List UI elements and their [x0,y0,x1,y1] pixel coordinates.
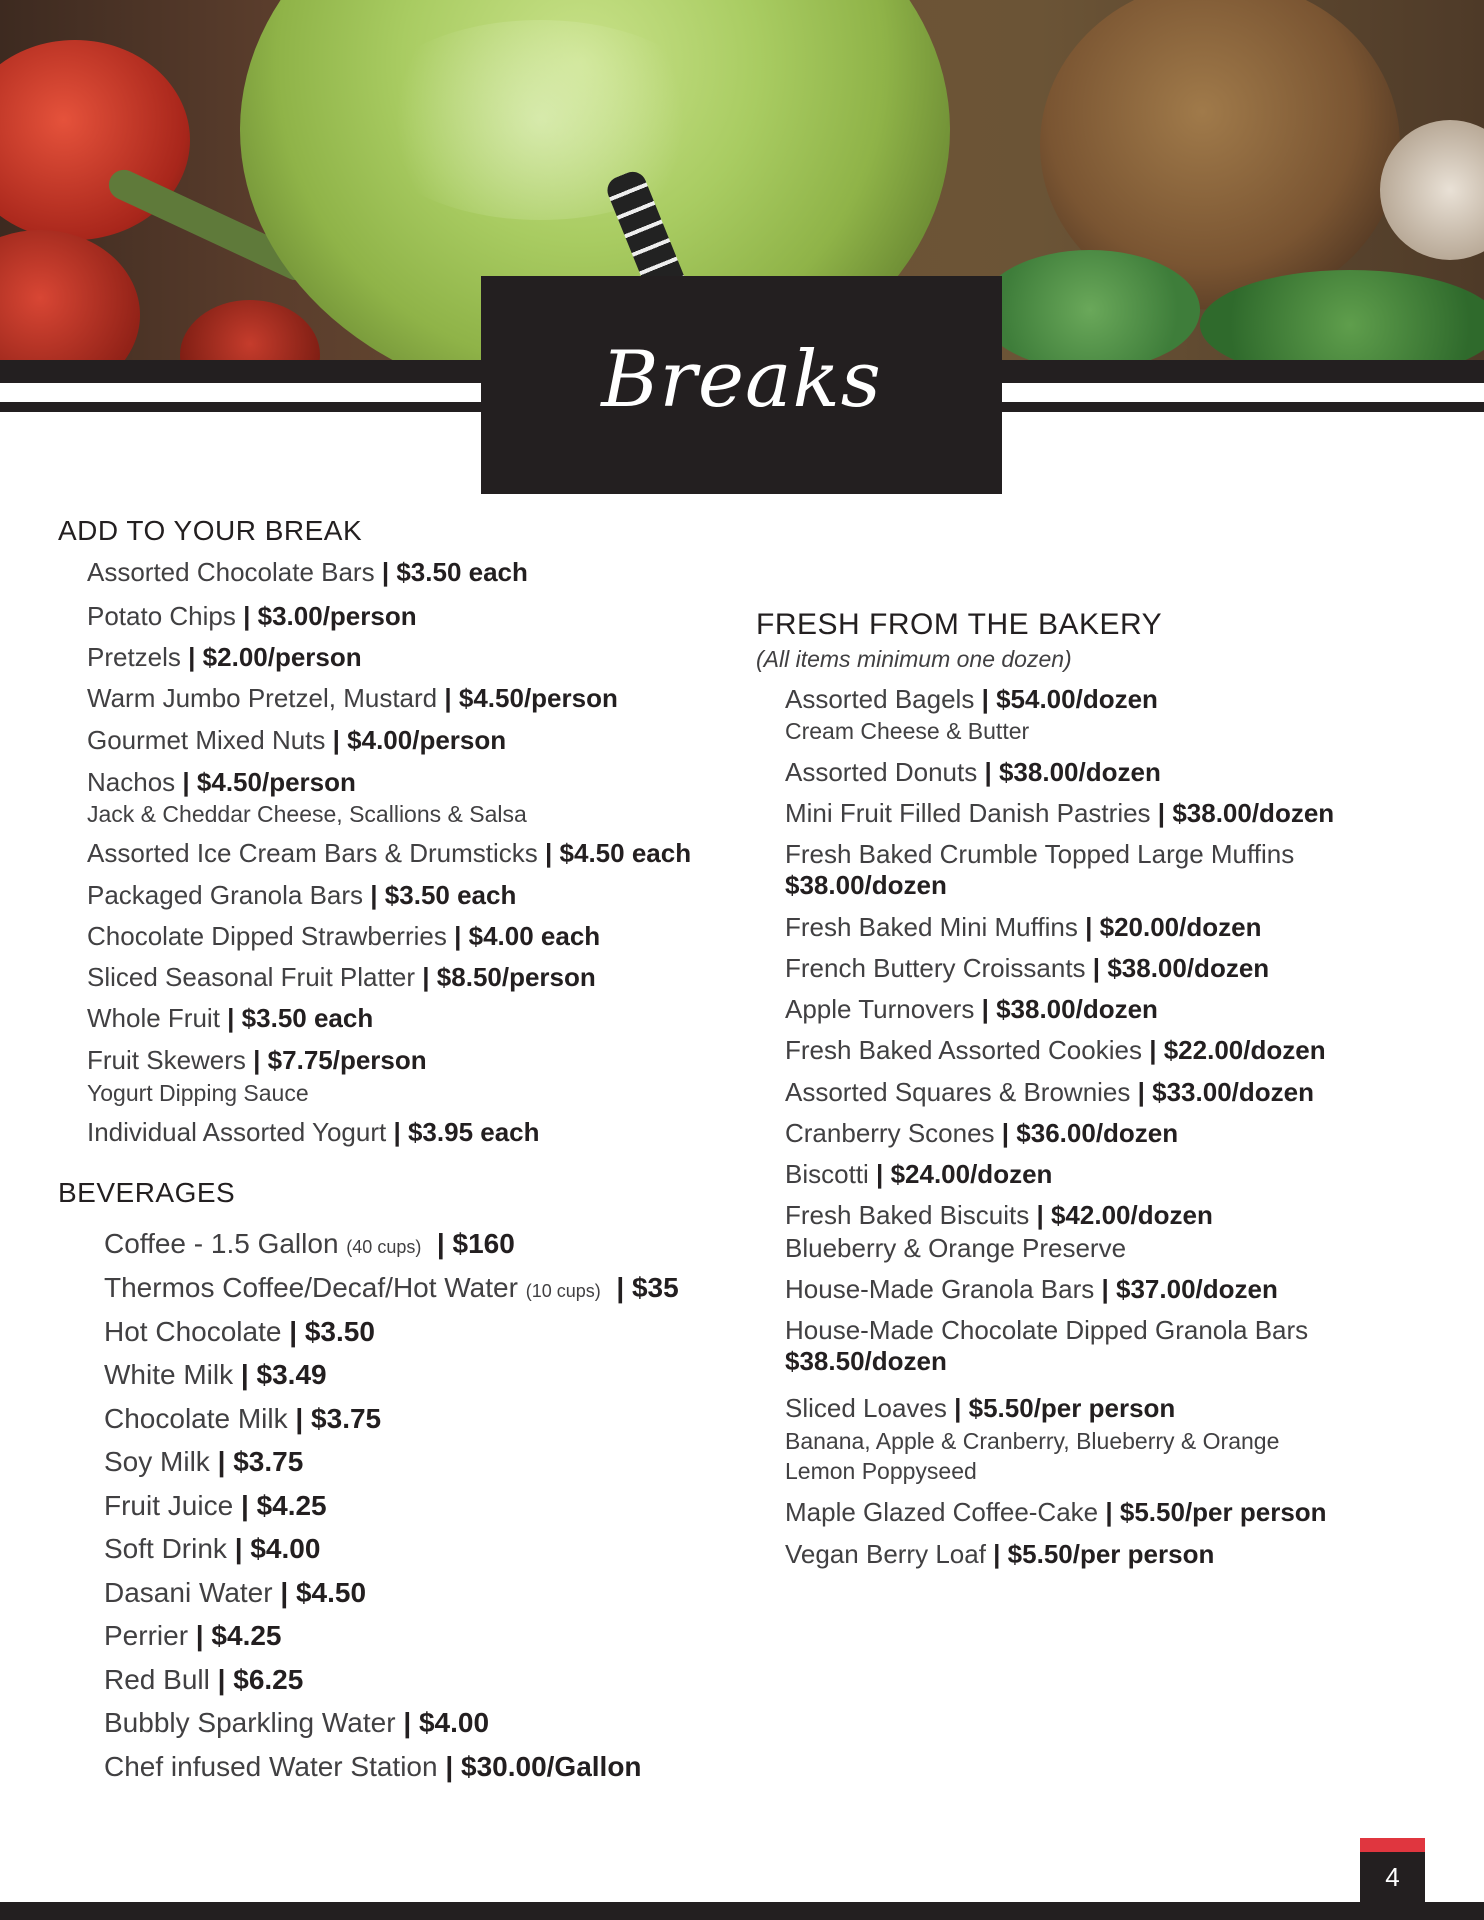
list-item: Assorted Ice Cream Bars & Drumsticks | $4.50 each [87,838,692,868]
item-description: Blueberry & Orange Preserve [785,1233,1127,1263]
bakery-note: (All items minimum one dozen) [756,646,1072,672]
list-item: Cranberry Scones | $36.00/dozen [785,1118,1179,1148]
list-item: Maple Glazed Coffee-Cake | $5.50/per person [785,1497,1327,1527]
add-to-break-heading: ADD TO YOUR BREAK [58,515,363,546]
list-item: Fresh Baked Crumble Topped Large Muffins [785,839,1295,869]
list-item: Sliced Seasonal Fruit Platter | $8.50/person [87,962,596,992]
list-item: Individual Assorted Yogurt | $3.95 each [87,1117,540,1147]
list-item: Fresh Baked Assorted Cookies | $22.00/dozen [785,1035,1326,1065]
list-item: Gourmet Mixed Nuts | $4.00/person [87,725,507,755]
list-item: Apple Turnovers | $38.00/dozen [785,994,1158,1024]
list-item: Fruit Juice | $4.25 [104,1490,327,1521]
list-item: Biscotti | $24.00/dozen [785,1159,1053,1189]
list-item: Red Bull | $6.25 [104,1664,304,1695]
list-item: French Buttery Croissants | $38.00/dozen [785,953,1270,983]
list-item: Fruit Skewers | $7.75/person [87,1045,427,1075]
list-item: Soy Milk | $3.75 [104,1446,304,1477]
list-item: Assorted Chocolate Bars | $3.50 each [87,557,528,587]
list-item: Warm Jumbo Pretzel, Mustard | $4.50/person [87,683,618,713]
list-item: Coffee - 1.5 Gallon (40 cups) | $160 [104,1228,515,1259]
list-item: Chocolate Dipped Strawberries | $4.00 each [87,921,601,951]
list-item: Potato Chips | $3.00/person [87,601,417,631]
list-item: Perrier | $4.25 [104,1620,282,1651]
list-item: Thermos Coffee/Decaf/Hot Water (10 cups) | $35 [104,1272,679,1303]
bakery-heading: FRESH FROM THE BAKERY [756,608,1163,641]
list-item: Sliced Loaves | $5.50/per person [785,1393,1176,1423]
list-item: Assorted Squares & Brownies | $33.00/dozen [785,1077,1314,1107]
list-item: Soft Drink | $4.00 [104,1533,321,1564]
list-item: Assorted Donuts | $38.00/dozen [785,757,1161,787]
item-description: Cream Cheese & Butter [785,718,1030,744]
list-item: White Milk | $3.49 [104,1359,327,1390]
item-description: Jack & Cheddar Cheese, Scallions & Salsa [87,801,527,827]
list-item: Fresh Baked Biscuits | $42.00/dozen [785,1200,1213,1230]
item-description: Banana, Apple & Cranberry, Blueberry & Orange [785,1428,1280,1454]
item-price: $38.50/dozen [785,1346,947,1376]
list-item: Whole Fruit | $3.50 each [87,1003,374,1033]
beverages-heading: BEVERAGES [58,1177,236,1208]
list-item: House-Made Chocolate Dipped Granola Bars [785,1315,1309,1345]
page-number: 4 [1360,1852,1425,1902]
list-item: Chef infused Water Station | $30.00/Gallon [104,1751,642,1782]
title-box [481,276,1002,494]
list-item: Nachos | $4.50/person [87,767,356,797]
list-item: Hot Chocolate | $3.50 [104,1316,375,1347]
list-item: Mini Fruit Filled Danish Pastries | $38.00/dozen [785,798,1335,828]
item-description: Yogurt Dipping Sauce [87,1080,309,1106]
item-price: $38.00/dozen [785,870,947,900]
list-item: Chocolate Milk | $3.75 [104,1403,382,1434]
list-item: Dasani Water | $4.50 [104,1577,367,1608]
list-item: Bubbly Sparkling Water | $4.00 [104,1707,490,1738]
page-number-accent [1360,1838,1425,1852]
item-description: Lemon Poppyseed [785,1458,977,1484]
list-item: Vegan Berry Loaf | $5.50/per person [785,1539,1215,1569]
list-item: Fresh Baked Mini Muffins | $20.00/dozen [785,912,1262,942]
list-item: Assorted Bagels | $54.00/dozen [785,684,1158,714]
list-item: Packaged Granola Bars | $3.50 each [87,880,517,910]
list-item: House-Made Granola Bars | $37.00/dozen [785,1274,1278,1304]
page-title: Breaks [601,335,882,425]
list-item: Pretzels | $2.00/person [87,642,362,672]
footer-bar [0,1902,1484,1920]
